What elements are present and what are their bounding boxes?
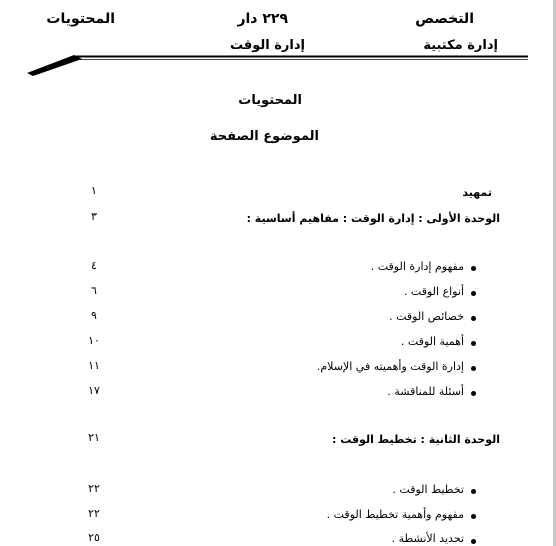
list-item-page: ٢٥: [88, 531, 100, 544]
toc-subtitle: الموضوع الصفحة: [209, 129, 319, 144]
list-item-label: مفهوم وأهمية تخطيط الوقت .: [326, 508, 464, 521]
toc-unit1-page: ٣: [91, 210, 97, 223]
bullet-icon: [471, 366, 476, 371]
toc-title: المحتويات: [238, 93, 302, 108]
bullet-icon: [471, 539, 476, 544]
header-rule: [0, 52, 556, 82]
bullet-icon: [471, 341, 476, 346]
header-contents-label: المحتويات: [46, 11, 115, 27]
list-item-page: ١١: [88, 359, 100, 372]
list-item-page: ٩: [91, 309, 97, 322]
bullet-icon: [471, 514, 476, 519]
list-item-label: تخطيط الوقت .: [392, 483, 464, 496]
list-item-label: تحديد الأنشطة .: [391, 532, 464, 545]
header-specialty-label: التخصص: [415, 11, 474, 27]
toc-unit2-label: الوحدة الثانية : تخطيط الوقت :: [331, 433, 500, 446]
bullet-icon: [471, 316, 476, 321]
header-course-name: إدارة الوقت: [229, 38, 305, 53]
list-item-page: ١٧: [88, 384, 100, 397]
list-item-label: أهمية الوقت .: [400, 335, 464, 348]
toc-intro-page: ١: [91, 184, 97, 197]
bullet-icon: [471, 391, 476, 396]
header-course-code: ٢٢٩ دار: [237, 11, 288, 27]
list-item-page: ١٠: [88, 334, 100, 347]
list-item-label: مفهوم إدارة الوقت .: [370, 260, 464, 273]
toc-unit2-page: ٢١: [88, 431, 100, 444]
list-item-label: أسئلة للمناقشة .: [387, 385, 464, 398]
list-item-page: ٤: [91, 259, 97, 272]
toc-unit1-label: الوحدة الأولى : إدارة الوقت : مفاهيم أساسية :: [246, 212, 500, 225]
list-item-label: خصائص الوقت .: [389, 310, 464, 323]
list-item-label: أنواع الوقت .: [403, 285, 464, 298]
header-specialty-value: إدارة مكتبية: [423, 38, 498, 53]
list-item-page: ٢٢: [88, 507, 100, 520]
bullet-icon: [471, 266, 476, 271]
bullet-icon: [471, 291, 476, 296]
toc-intro-label: تمهيد: [462, 186, 492, 199]
list-item-page: ٢٢: [88, 482, 100, 495]
list-item-page: ٦: [91, 284, 97, 297]
list-item-label: إدارة الوقت وأهميته في الإسلام.: [316, 360, 464, 373]
bullet-icon: [471, 489, 476, 494]
